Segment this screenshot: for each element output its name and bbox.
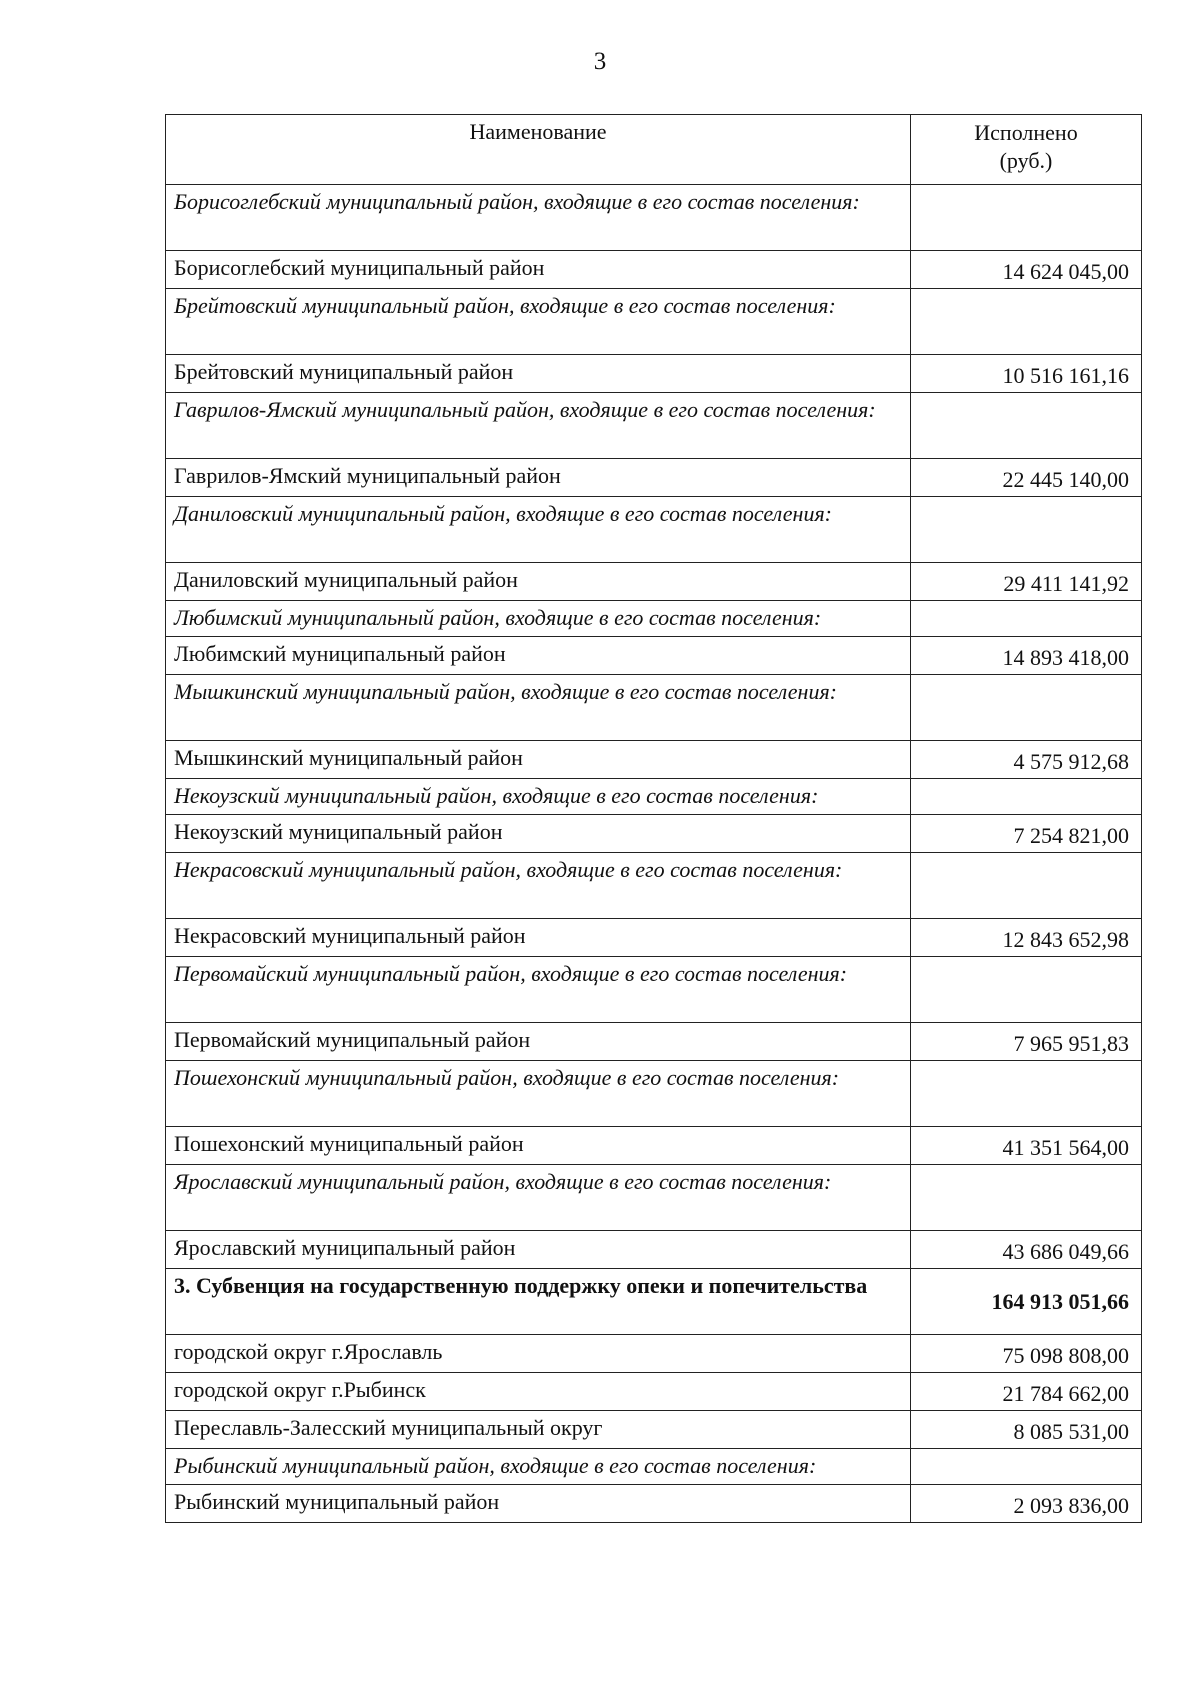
header-value-line1: Исполнено <box>974 120 1078 145</box>
row-name: Мышкинский муниципальный район <box>166 741 911 779</box>
table-row <box>166 741 1142 779</box>
group-header-row <box>166 601 1142 637</box>
row-name: Борисоглебский муниципальный район <box>166 251 911 289</box>
row-value <box>911 853 1142 919</box>
row-name: Некрасовский муниципальный район, входящие в его состав поселения: <box>166 853 911 919</box>
row-name: Переславль-Залесский муниципальный округ <box>166 1411 911 1449</box>
group-header-row <box>166 853 1142 919</box>
row-value <box>911 675 1142 741</box>
row-name: Гаврилов-Ямский муниципальный район <box>166 459 911 497</box>
row-value: 21 784 662,00 <box>911 1373 1142 1411</box>
group-header-row <box>166 289 1142 355</box>
row-name: Борисоглебский муниципальный район, входящие в его состав поселения: <box>166 185 911 251</box>
row-value <box>911 601 1142 637</box>
row-value <box>911 957 1142 1023</box>
row-value: 12 843 652,98 <box>911 919 1142 957</box>
table-header-row <box>166 115 1142 185</box>
table-row <box>166 637 1142 675</box>
table-row <box>166 1127 1142 1165</box>
table-row <box>166 563 1142 601</box>
table-row <box>166 251 1142 289</box>
group-header-row <box>166 1061 1142 1127</box>
row-value: 75 098 808,00 <box>911 1335 1142 1373</box>
row-name: Пошехонский муниципальный район, входящие в его состав поселения: <box>166 1061 911 1127</box>
row-name: Гаврилов-Ямский муниципальный район, входящие в его состав поселения: <box>166 393 911 459</box>
row-value: 14 624 045,00 <box>911 251 1142 289</box>
row-name: 3. Субвенция на государственную поддержку опеки и попечительства <box>166 1269 911 1335</box>
table-row <box>166 1373 1142 1411</box>
group-header-row <box>166 1449 1142 1485</box>
group-header-row <box>166 393 1142 459</box>
table-row <box>166 919 1142 957</box>
budget-table <box>165 114 1142 1523</box>
row-value: 41 351 564,00 <box>911 1127 1142 1165</box>
table-row <box>166 459 1142 497</box>
group-header-row <box>166 1165 1142 1231</box>
row-value: 7 254 821,00 <box>911 815 1142 853</box>
page-number: 3 <box>593 48 607 75</box>
row-name: Даниловский муниципальный район <box>166 563 911 601</box>
row-value <box>911 1449 1142 1485</box>
row-name: Рыбинский муниципальный район <box>166 1485 911 1523</box>
row-value: 2 093 836,00 <box>911 1485 1142 1523</box>
header-value-line2: (руб.) <box>999 148 1053 173</box>
group-header-row <box>166 957 1142 1023</box>
group-header-row <box>166 185 1142 251</box>
table-row <box>166 1023 1142 1061</box>
group-header-row <box>166 675 1142 741</box>
row-value <box>911 1165 1142 1231</box>
row-value <box>911 1061 1142 1127</box>
row-value: 7 965 951,83 <box>911 1023 1142 1061</box>
row-value: 4 575 912,68 <box>911 741 1142 779</box>
table-row <box>166 355 1142 393</box>
header-name: Наименование <box>166 115 911 185</box>
table-row <box>166 1335 1142 1373</box>
header-value <box>911 115 1142 185</box>
row-name: городской округ г.Ярославль <box>166 1335 911 1373</box>
row-value: 10 516 161,16 <box>911 355 1142 393</box>
group-header-row <box>166 497 1142 563</box>
table-body <box>166 185 1142 1523</box>
row-name: Даниловский муниципальный район, входящие в его состав поселения: <box>166 497 911 563</box>
row-name: Любимский муниципальный район <box>166 637 911 675</box>
row-name: Некоузский муниципальный район <box>166 815 911 853</box>
row-value: 43 686 049,66 <box>911 1231 1142 1269</box>
row-value <box>911 185 1142 251</box>
row-value <box>911 289 1142 355</box>
row-name: Первомайский муниципальный район, входящие в его состав поселения: <box>166 957 911 1023</box>
row-value: 29 411 141,92 <box>911 563 1142 601</box>
row-value: 22 445 140,00 <box>911 459 1142 497</box>
row-value <box>911 497 1142 563</box>
row-value <box>911 393 1142 459</box>
row-value: 8 085 531,00 <box>911 1411 1142 1449</box>
row-value <box>911 779 1142 815</box>
table-row <box>166 1485 1142 1523</box>
row-name: Некрасовский муниципальный район <box>166 919 911 957</box>
section-total-row <box>166 1269 1142 1335</box>
row-name: Первомайский муниципальный район <box>166 1023 911 1061</box>
row-name: Любимский муниципальный район, входящие в его состав поселения: <box>166 601 911 637</box>
row-name: Ярославский муниципальный район <box>166 1231 911 1269</box>
row-name: Брейтовский муниципальный район <box>166 355 911 393</box>
table-row <box>166 1411 1142 1449</box>
row-name: Некоузский муниципальный район, входящие в его состав поселения: <box>166 779 911 815</box>
row-value: 14 893 418,00 <box>911 637 1142 675</box>
row-name: Пошехонский муниципальный район <box>166 1127 911 1165</box>
row-value: 164 913 051,66 <box>911 1269 1142 1335</box>
table-row <box>166 815 1142 853</box>
group-header-row <box>166 779 1142 815</box>
row-name: Брейтовский муниципальный район, входящие в его состав поселения: <box>166 289 911 355</box>
row-name: Рыбинский муниципальный район, входящие в его состав поселения: <box>166 1449 911 1485</box>
row-name: Мышкинский муниципальный район, входящие в его состав поселения: <box>166 675 911 741</box>
table-row <box>166 1231 1142 1269</box>
row-name: Ярославский муниципальный район, входящие в его состав поселения: <box>166 1165 911 1231</box>
row-name: городской округ г.Рыбинск <box>166 1373 911 1411</box>
